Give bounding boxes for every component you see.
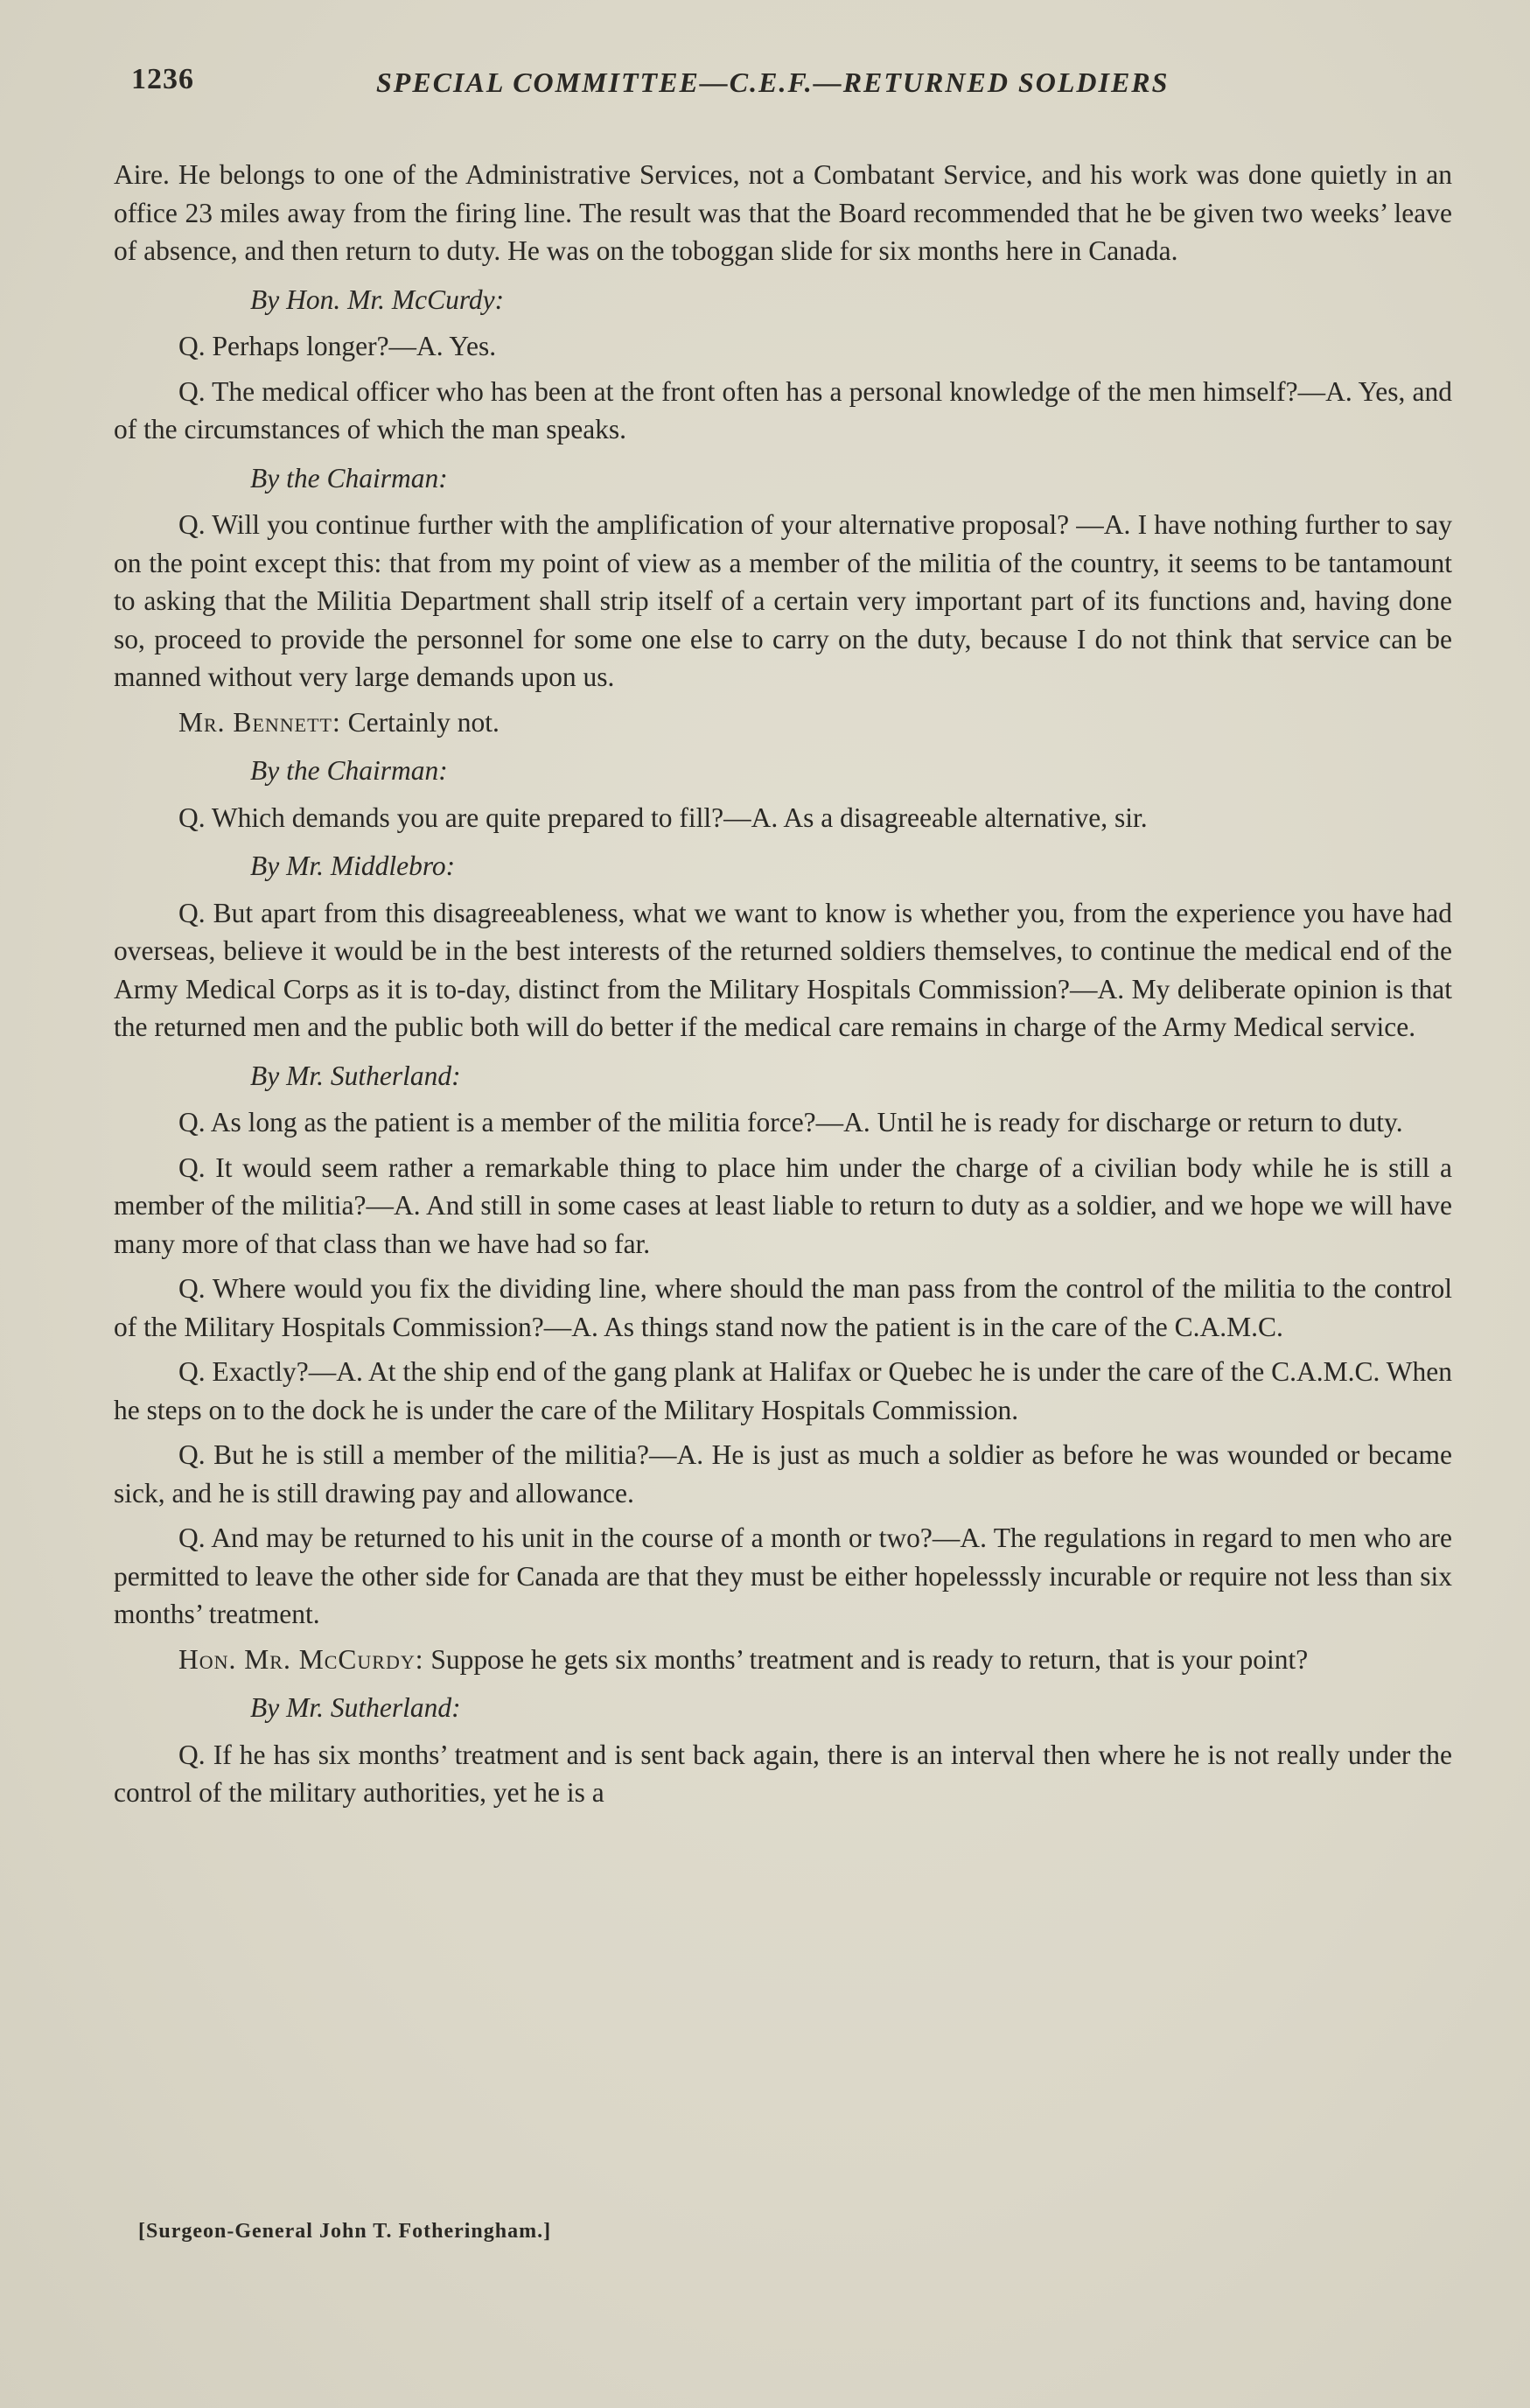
examiner-heading: By the Chairman: (250, 462, 448, 494)
transcript-body (114, 156, 1452, 1812)
testimony-paragraph: Q. Which demands you are quite prepared to fill?—A. As a disagreeable alternative, sir. (178, 802, 1148, 833)
testimony-paragraph: Q. Exactly?—A. At the ship end of the gang plank at Halifax or Quebec he is under the care of the C.A.M.C. When he steps on to the dock he is under the care of the Military Hospitals Commission. (114, 1356, 1452, 1425)
examiner-heading: By Hon. Mr. McCurdy: (250, 284, 505, 315)
testimony-paragraph: Q. Perhaps longer?—A. Yes. (178, 331, 497, 361)
testimony-paragraph: Q. But he is still a member of the militia?—A. He is just as much a soldier as before he was wounded or became sick, and he is still drawing pay and allowance. (114, 1439, 1452, 1508)
testimony-paragraph: Aire. He belongs to one of the Administrative Services, not a Combatant Service, and his work was done quietly in an office 23 miles away from the firing line. The result was that the Board recommended that he be given two weeks’ leave of absence, and then return to duty. He was on the toboggan slide for six months here in Canada. (114, 159, 1452, 266)
examiner-heading: By Mr. Sutherland: (250, 1692, 461, 1723)
witness-footer: [Surgeon-General John T. Fotheringham.] (138, 2220, 552, 2243)
testimony-paragraph: Q. The medical officer who has been at the front often has a personal knowledge of the men himself?—A. Yes, and of the circumstances of which the man speaks. (114, 375, 1452, 444)
examiner-heading: By the Chairman: (250, 755, 448, 786)
speaker-remark (114, 704, 1452, 742)
examiner-heading: By Mr. Middlebro: (250, 850, 456, 881)
testimony-paragraph: Q. Will you continue further with the amplification of your alternative proposal? —A. I have nothing further to say on the point except this: that from my point of view as a member of the militia of the country, it seems to be tantamount to asking that the Militia Department shall strip itself of a certain very important part of its functions and, having done so, proceed to provide the personnel for some one else to carry on the duty, because I do not think that service can be manned without very large demands upon us. (114, 509, 1452, 692)
page-header (131, 63, 1233, 107)
running-title: SPECIAL COMMITTEE—C.E.F.—RETURNED SOLDIERS (376, 66, 1170, 98)
speaker-name: Mr. Bennett: (178, 706, 341, 738)
testimony-paragraph: Q. Where would you fix the dividing line, where should the man pass from the control of the militia to the control of the Military Hospitals Commission?—A. As things stand now the patient is in the care of the C.A.M.C. (114, 1273, 1452, 1342)
examiner-heading: By Mr. Sutherland: (250, 1060, 461, 1091)
testimony-paragraph: Q. If he has six months’ treatment and is sent back again, there is an interval then where he is not really under the control of the military authorities, yet he is a (114, 1739, 1452, 1808)
speaker-remark (114, 1641, 1452, 1679)
testimony-paragraph: Q. As long as the patient is a member of the militia force?—A. Until he is ready for discharge or return to duty. (178, 1107, 1403, 1138)
speaker-text: Suppose he gets six months’ treatment and is ready to return, that is your point? (423, 1643, 1309, 1675)
speaker-name: Hon. Mr. McCurdy: (178, 1643, 424, 1675)
testimony-paragraph: Q. And may be returned to his unit in the course of a month or two?—A. The regulations in regard to men who are permitted to leave the other side for Canada are that they must be either hopelesssly incurable or require not less than six months’ treatment. (114, 1522, 1452, 1629)
testimony-paragraph: Q. But apart from this disagreeableness, what we want to know is whether you, from the experience you have had overseas, believe it would be in the best interests of the returned soldiers themselves, to continue the medical end of the Army Medical Corps as it is to-day, distinct from the Military Hospitals Commission?—A. My deliberate opinion is that the returned men and the public both will do better if the medical care remains in charge of the Army Medical service. (114, 897, 1452, 1042)
speaker-text: Certainly not. (340, 706, 500, 738)
testimony-paragraph: Q. It would seem rather a remarkable thing to place him under the charge of a civilian body while he is still a member of the militia?—A. And still in some cases at least liable to return to duty as a soldier, and we hope we will have many more of that class than we have had so far. (114, 1152, 1452, 1259)
page-number: 1236 (131, 63, 194, 95)
